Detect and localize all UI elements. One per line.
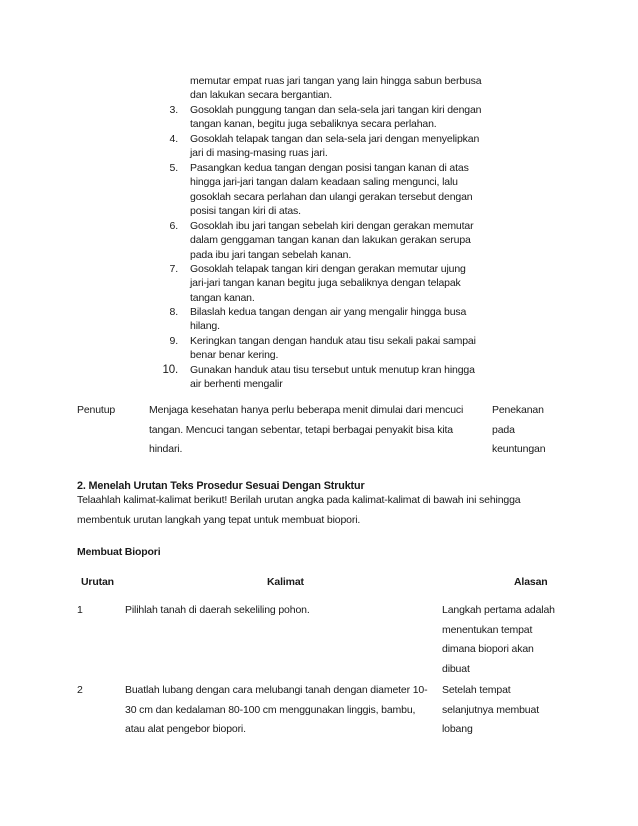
- instruction-line: membentuk urutan langkah yang tepat untuk membuat biopori.: [77, 513, 361, 526]
- kalimat-line: 30 cm dan kedalaman 80-100 cm menggunakan linggis, bambu,: [125, 703, 416, 716]
- list-item: [190, 103, 500, 132]
- list-item: [190, 334, 500, 363]
- section-subtitle: Membuat Biopori: [77, 546, 161, 558]
- step-text-line: Pasangkan kedua tangan dengan posisi tangan kanan di atas: [190, 162, 469, 174]
- step-text-line: Gosoklah telapak tangan kiri dengan gerakan memutar ujung: [190, 263, 466, 275]
- row-urutan: 1: [77, 604, 83, 616]
- penutup-label: Penutup: [77, 404, 116, 416]
- step-text-line: memutar empat ruas jari tangan yang lain hingga sabun berbusa: [190, 75, 482, 87]
- penutup-note-line: pada: [492, 423, 515, 436]
- step-text-line: air berhenti mengalir: [190, 378, 283, 391]
- row-kalimat: [125, 681, 427, 740]
- alasan-line: selanjutnya membuat: [442, 703, 539, 716]
- penutup-text-line: hindari.: [149, 443, 183, 455]
- alasan-line: dibuat: [442, 662, 470, 675]
- alasan-line: lobang: [442, 723, 473, 735]
- step-text-line: jari-jari tangan kanan begitu juga sebaliknya dengan telapak: [190, 277, 461, 290]
- step-number: 3.: [169, 104, 178, 116]
- step-number: 10.: [162, 364, 178, 376]
- section-title: 2. Menelah Urutan Teks Prosedur Sesuai Dengan Struktur: [77, 480, 365, 492]
- step-number: 5.: [169, 162, 178, 174]
- step-number: 4.: [169, 133, 178, 145]
- row-alasan: [442, 601, 555, 679]
- step-text-line: posisi tangan kiri di atas.: [190, 205, 301, 218]
- header-urutan: Urutan: [81, 576, 114, 588]
- instruction-line: Telaahlah kalimat-kalimat berikut! Berilah urutan angka pada kalimat-kalimat di bawah ini sehingga: [77, 494, 521, 506]
- step-number: 9.: [169, 335, 178, 347]
- list-item: [190, 132, 500, 161]
- penutup-text-line: tangan. Mencuci tangan sebentar, tetapi berbagai penyakit bisa kita: [149, 423, 453, 436]
- penutup-note-line: Penekanan: [492, 404, 544, 416]
- step-text-line: Keringkan tangan dengan handuk atau tisu sekali pakai sampai: [190, 335, 476, 347]
- step-text-line: dan lakukan secara bergantian.: [190, 89, 333, 102]
- alasan-line: dimana biopori akan: [442, 643, 534, 655]
- step-text-line: Gosoklah ibu jari tangan sebelah kiri dengan gerakan memutar: [190, 220, 474, 232]
- penutup-text-line: Menjaga kesehatan hanya perlu beberapa menit dimulai dari mencuci: [149, 404, 464, 416]
- step-text-line: gosoklah secara perlahan dan ulangi gerakan tersebut dengan: [190, 190, 473, 203]
- step-number: 8.: [169, 306, 178, 318]
- step-number: 6.: [169, 220, 178, 232]
- step-text-line: tangan kanan.: [190, 291, 255, 304]
- alasan-line: Setelah tempat: [442, 684, 511, 696]
- step-text-line: benar benar kering.: [190, 349, 279, 362]
- list-item: [190, 262, 500, 305]
- step-number: 7.: [169, 263, 178, 275]
- step-text-line: Gosoklah telapak tangan dan sela-sela jari dengan menyelipkan: [190, 133, 480, 145]
- row-kalimat: [125, 601, 310, 621]
- step-text-line: tangan kanan, begitu juga sebaliknya secara perlahan.: [190, 118, 437, 131]
- step-text-line: Bilaslah kedua tangan dengan air yang mengalir hingga busa: [190, 306, 467, 318]
- kalimat-line: atau alat pengebor biopori.: [125, 723, 246, 735]
- header-kalimat: Kalimat: [267, 576, 304, 588]
- row-alasan: [442, 681, 539, 740]
- penutup-note-line: keuntungan: [492, 443, 546, 455]
- step-text-line: dalam genggaman tangan kanan dan lakukan gerakan serupa: [190, 234, 471, 247]
- step-text-line: pada ibu jari tangan sebelah kanan.: [190, 248, 352, 261]
- kalimat-line: Buatlah lubang dengan cara melubangi tanah dengan diameter 10-: [125, 684, 428, 696]
- list-item: [190, 219, 500, 262]
- penutup-text: [149, 401, 463, 460]
- header-alasan: Alasan: [514, 576, 548, 588]
- row-urutan: 2: [77, 684, 83, 696]
- list-item: [190, 161, 500, 219]
- step-text-line: hilang.: [190, 320, 220, 333]
- step-text-line: jari di masing-masing ruas jari.: [190, 147, 328, 160]
- alasan-line: menentukan tempat: [442, 623, 533, 636]
- list-item: [190, 74, 500, 103]
- section-instructions: [77, 491, 520, 530]
- penutup-note: [492, 401, 545, 460]
- step-text-line: hingga jari-jari tangan dalam keadaan saling mengunci, lalu: [190, 176, 458, 189]
- list-item: [190, 305, 500, 334]
- list-item: [190, 363, 500, 392]
- step-text-line: Gunakan handuk atau tisu tersebut untuk menutup kran hingga: [190, 364, 475, 376]
- kalimat-line: Pilihlah tanah di daerah sekeliling pohon.: [125, 604, 310, 616]
- alasan-line: Langkah pertama adalah: [442, 604, 555, 616]
- step-text-line: Gosoklah punggung tangan dan sela-sela jari tangan kiri dengan: [190, 104, 482, 116]
